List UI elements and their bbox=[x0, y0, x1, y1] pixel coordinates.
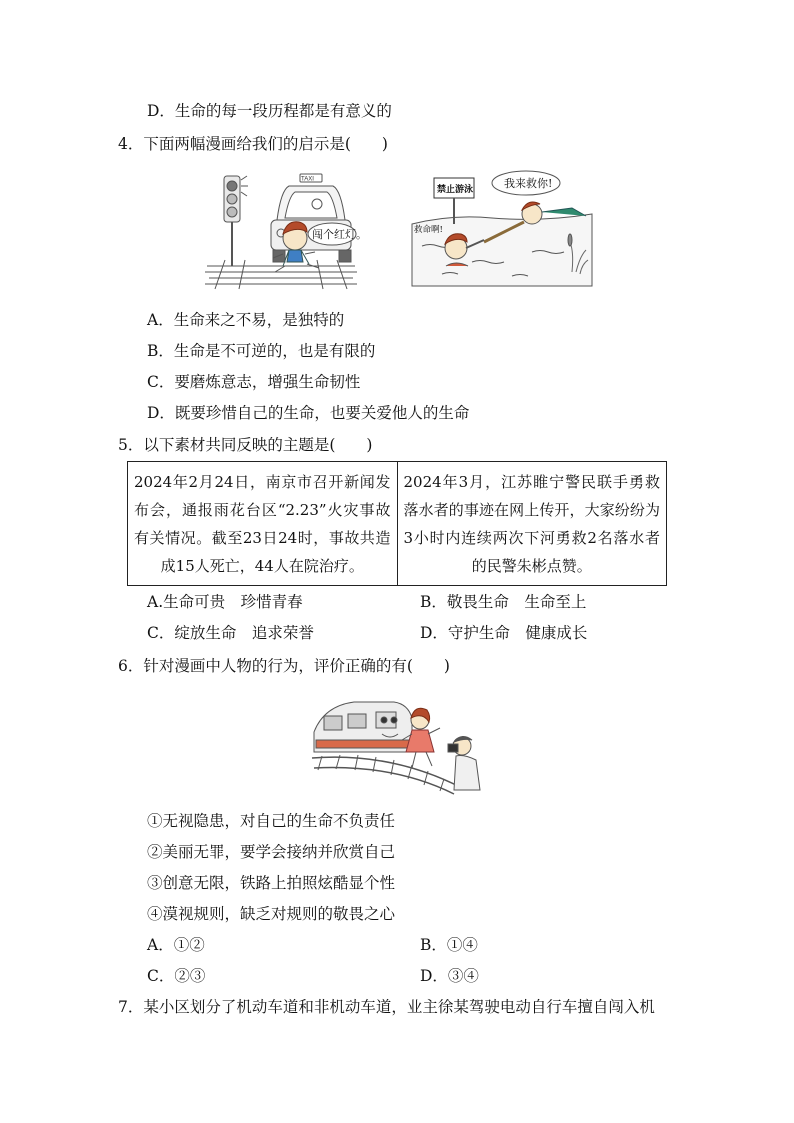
q4-option-b: B．生命是不可逆的，也是有限的 bbox=[147, 342, 376, 360]
q5-option-d: D．守护生命 健康成长 bbox=[420, 624, 588, 642]
q6-option-a: A．①② bbox=[147, 936, 205, 954]
no-swimming-sign-text: 禁止游泳 bbox=[437, 185, 474, 195]
taxi-sign-text: TAXI bbox=[301, 176, 314, 183]
q4-option-a: A．生命来之不易，是独特的 bbox=[147, 311, 345, 329]
q5-option-c: C．绽放生命 追求荣誉 bbox=[147, 624, 314, 642]
q6-statement-3: ③创意无限，铁路上拍照炫酷显个性 bbox=[147, 874, 396, 892]
q5-stem: 5．以下素材共同反映的主题是( ) bbox=[118, 436, 373, 454]
q5-material-left: 2024年2月24日，南京市召开新闻发布会，通报雨花台区“2.23”火灾事故有关情况。截至23日24时，事故共造成15人死亡，44人在院治疗。 bbox=[128, 462, 398, 586]
q5-materials-table bbox=[127, 461, 667, 586]
q6-statement-2: ②美丽无罪，要学会接纳并欣赏自己 bbox=[147, 843, 396, 861]
q6-statement-1: ①无视隐患，对自己的生命不负责任 bbox=[147, 812, 396, 830]
comic-red-light-illustration bbox=[205, 168, 367, 290]
q6-statement-4: ④漠视规则，缺乏对规则的敬畏之心 bbox=[147, 905, 396, 923]
rescuer-speech-bubble: 我来救你! bbox=[504, 177, 553, 190]
q5-material-right: 2024年3月，江苏睢宁警民联手勇救落水者的事迹在网上传开，大家纷纷为3小时内连续两次下河勇救2名落水者的民警朱彬点赞。 bbox=[397, 462, 667, 586]
q5-option-b: B．敬畏生命 生命至上 bbox=[420, 593, 587, 611]
q7-stem: 7．某小区划分了机动车道和非机动车道，业主徐某驾驶电动自行车擅自闯入机 bbox=[118, 998, 655, 1016]
victim-speech-text: 救命啊! bbox=[414, 225, 443, 235]
comic-rescue-illustration bbox=[412, 166, 594, 286]
q6-option-c: C．②③ bbox=[147, 967, 206, 985]
comic-railway-photo-illustration bbox=[312, 694, 484, 794]
q3-option-d: D．生命的每一段历程都是有意义的 bbox=[147, 102, 392, 120]
q6-option-b: B．①④ bbox=[420, 936, 478, 954]
comic1-speech-bubble: 闯个红灯。 bbox=[312, 228, 367, 241]
q5-option-a: A.生命可贵 珍惜青春 bbox=[147, 593, 303, 611]
q4-option-c: C．要磨炼意志，增强生命韧性 bbox=[147, 373, 361, 391]
q6-option-d: D．③④ bbox=[420, 967, 479, 985]
q4-stem: 4．下面两幅漫画给我们的启示是( ) bbox=[118, 135, 388, 153]
q6-stem: 6．针对漫画中人物的行为，评价正确的有( ) bbox=[118, 657, 450, 675]
q4-option-d: D．既要珍惜自己的生命，也要关爱他人的生命 bbox=[147, 404, 470, 422]
